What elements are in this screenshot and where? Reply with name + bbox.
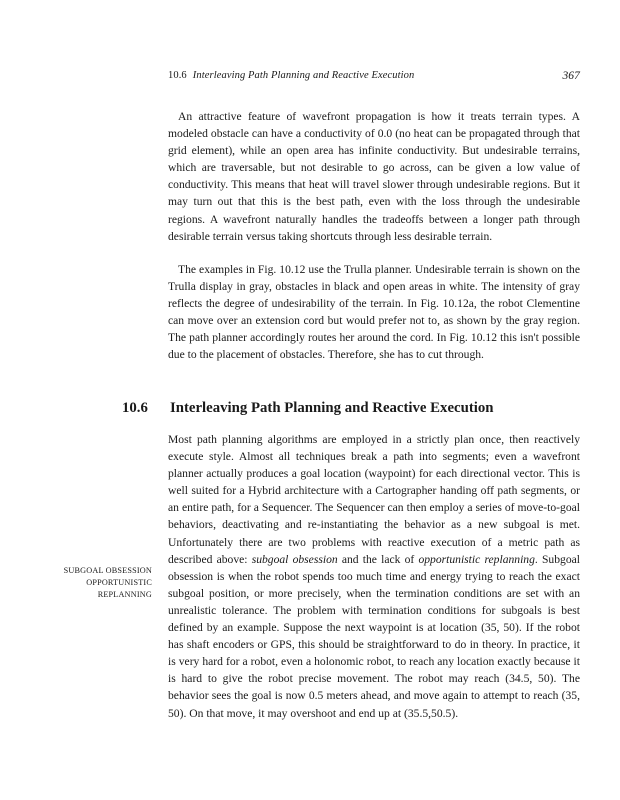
- paragraph-wavefront-terrain: [168, 108, 580, 245]
- term-subgoal-obsession: subgoal obsession: [251, 552, 338, 566]
- paragraph-3-part-2: and the lack of: [337, 552, 419, 566]
- paragraph-3-part-3: . Subgoal obsession is when the robot spends too much time and energy trying to reach the exact subgoal position, or more precisely, when the termination conditions are set with an unrealistic tolerance. The problem with termination conditions for subgoals is best defined by an example. Suppose the next waypoint is at location (35, 50). If the robot has shaft encoders or GPS, this should be straightforward to do in theory. In practice, it is very hard for a robot, even a holonomic robot, to reach any location exactly because it is hard to give the robot precise movement. The robot may reach (34.5, 50). The behavior sees the goal is now 0.5 meters ahead, and move again to attempt to reach (35, 50). On that move, it may overshoot and end up at (35.5,50.5).: [168, 552, 580, 720]
- margin-note-subgoal-obsession: SUBGOAL OBSESSION: [63, 566, 152, 575]
- paragraph-interleaving: [168, 431, 580, 722]
- paragraph-2-text: The examples in Fig. 10.12 use the Trulla planner. Undesirable terrain is shown on the Trulla display in gray, obstacles in black and open areas in white. The intensity of gray reflects the degree of undesirability of the terrain. In Fig. 10.12a, the robot Clementine can move over an extension cord but would prefer not to, as shown by the gray region. The path planner accordingly routes her around the cord. In Fig. 10.12 this isn't possible due to the placement of obstacles. Therefore, she has to cut through.: [168, 263, 580, 362]
- margin-note-opportunistic: OPPORTUNISTIC: [86, 578, 152, 587]
- term-opportunistic-replanning: opportunistic replanning: [418, 552, 535, 566]
- section-heading-number: 10.6: [122, 400, 148, 416]
- margin-notes: [28, 565, 152, 601]
- section-heading-title: Interleaving Path Planning and Reactive Execution: [170, 400, 494, 416]
- section-heading: [122, 400, 582, 417]
- running-header-section-number: 10.6: [168, 70, 187, 81]
- running-header: [168, 70, 580, 86]
- paragraph-1-text: An attractive feature of wavefront propagation is how it treats terrain types. A modeled obstacle can have a conductivity of 0.0 (no heat can be propagated through that grid element), while an open area has infinite conductivity. But undesirable terrains, which are traversable, but not desirable to go across, can be given a low value of conductivity. This means that heat will travel slower through undesirable regions. But it may turn out that this is the best path, even with the loss through the undesirable regions. A wavefront naturally handles the tradeoffs between a longer path through desirable terrain versus taking shortcuts through less desirable terrain.: [168, 110, 580, 243]
- page-number: 367: [562, 70, 580, 82]
- margin-note-replanning: REPLANNING: [97, 590, 152, 599]
- running-header-section-title: Interleaving Path Planning and Reactive Execution: [192, 70, 415, 81]
- paragraph-trulla-examples: [168, 261, 580, 364]
- paragraph-3-part-1: Most path planning algorithms are employed in a strictly plan once, then reactively execute style. Almost all techniques break a path into segments; even a wavefront planner actually produces a goal location (waypoint) for each directional vector. This is well suited for a Hybrid architecture with a Cartographer handing off path segments, or an entire path, for a Sequencer. The Sequencer can then employ a series of move-to-goal behaviors, deactivating and re-instantiating the behavior as a new subgoal is met. Unfortunately there are two problems with reactive execution of a metric path as described above:: [168, 433, 580, 566]
